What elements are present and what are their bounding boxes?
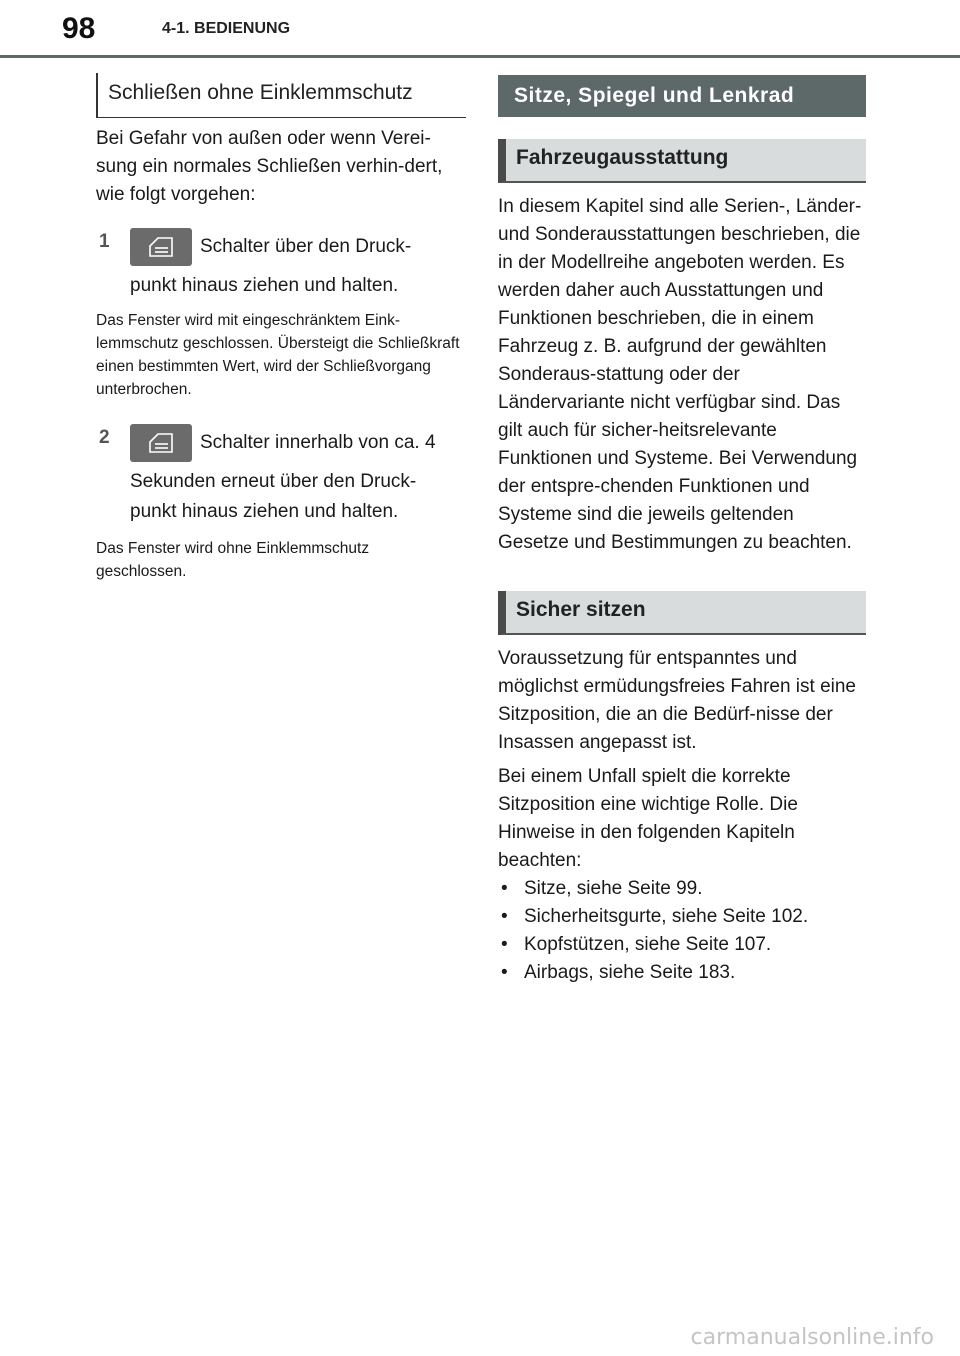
- step-text-line2: Sekunden erneut über den Druck-: [130, 471, 417, 492]
- step-text-line1: Schalter über den Druck-: [200, 236, 412, 257]
- chapter-title: 4-1. BEDIENUNG: [162, 20, 291, 37]
- step-2: [96, 423, 466, 527]
- list-item: • Sicherheitsgurte, siehe Seite 102.: [498, 903, 866, 931]
- left-column: [96, 73, 466, 583]
- right-column: [498, 75, 866, 987]
- list-item: • Kopfstützen, siehe Seite 107.: [498, 931, 866, 959]
- step-text-line2: punkt hinaus ziehen und halten.: [130, 275, 399, 296]
- section-heading-fahrzeugausstattung: Fahrzeugausstattung: [498, 139, 866, 183]
- page-number: 98: [62, 12, 96, 45]
- list-item: • Sitze, siehe Seite 99.: [498, 875, 866, 903]
- subheading: Schließen ohne Einklemmschutz: [96, 73, 466, 118]
- window-switch-icon: [130, 228, 192, 266]
- chapter-banner: Sitze, Spiegel und Lenkrad: [498, 75, 866, 117]
- section-heading-sicher-sitzen: Sicher sitzen: [498, 591, 866, 635]
- window-switch-icon: [130, 424, 192, 462]
- step-1-note: Das Fenster wird mit eingeschränktem Eink-lemmschutz geschlossen. Übersteigt die Schließkraft einen bestimmten Wert, wird der Schließvorgang unterbrochen.: [96, 312, 460, 398]
- page-header: [0, 0, 960, 60]
- section-paragraph: In diesem Kapitel sind alle Serien-, Länder- und Sonderausstattungen beschrieben, die in der Modellreihe angeboten werden. Es werden daher auch Ausstattungen und Funktionen beschrieben, die in einem Fahrzeug z. B. aufgrund der gewählten Sonderaus-stattung oder der Ländervariante nicht verfügbar sind. Das gilt auch für sicher-heitsrelevante Funktionen und Systeme. Bei Verwendung der entspre-chenden Funktionen und Systeme sind die jeweils geltenden Gesetze und Bestimmungen zu beachten.: [498, 196, 862, 553]
- step-text-line3: punkt hinaus ziehen und halten.: [130, 501, 399, 522]
- step-1: [96, 227, 466, 301]
- watermark: carmanualsonline.info: [690, 1325, 934, 1350]
- step-number: 2: [99, 427, 110, 448]
- section-paragraph: Bei einem Unfall spielt die korrekte Sitzposition eine wichtige Rolle. Die Hinweise in den folgenden Kapiteln beachten:: [498, 766, 798, 871]
- step-text-line1: Schalter innerhalb von ca. 4: [200, 432, 436, 453]
- step-number: 1: [99, 231, 110, 252]
- header-divider: [0, 55, 960, 58]
- section-paragraph: Voraussetzung für entspanntes und möglichst ermüdungsfreies Fahren ist eine Sitzposition, die an die Bedürf-nisse der Insassen angepasst ist.: [498, 648, 857, 753]
- reference-list: [498, 875, 866, 987]
- step-2-note: Das Fenster wird ohne Einklemmschutz geschlossen.: [96, 540, 370, 580]
- intro-paragraph: Bei Gefahr von außen oder wenn Verei-sung ein normales Schließen verhin-dert, wie folgt vorgehen:: [96, 128, 443, 205]
- list-item: • Airbags, siehe Seite 183.: [498, 959, 866, 987]
